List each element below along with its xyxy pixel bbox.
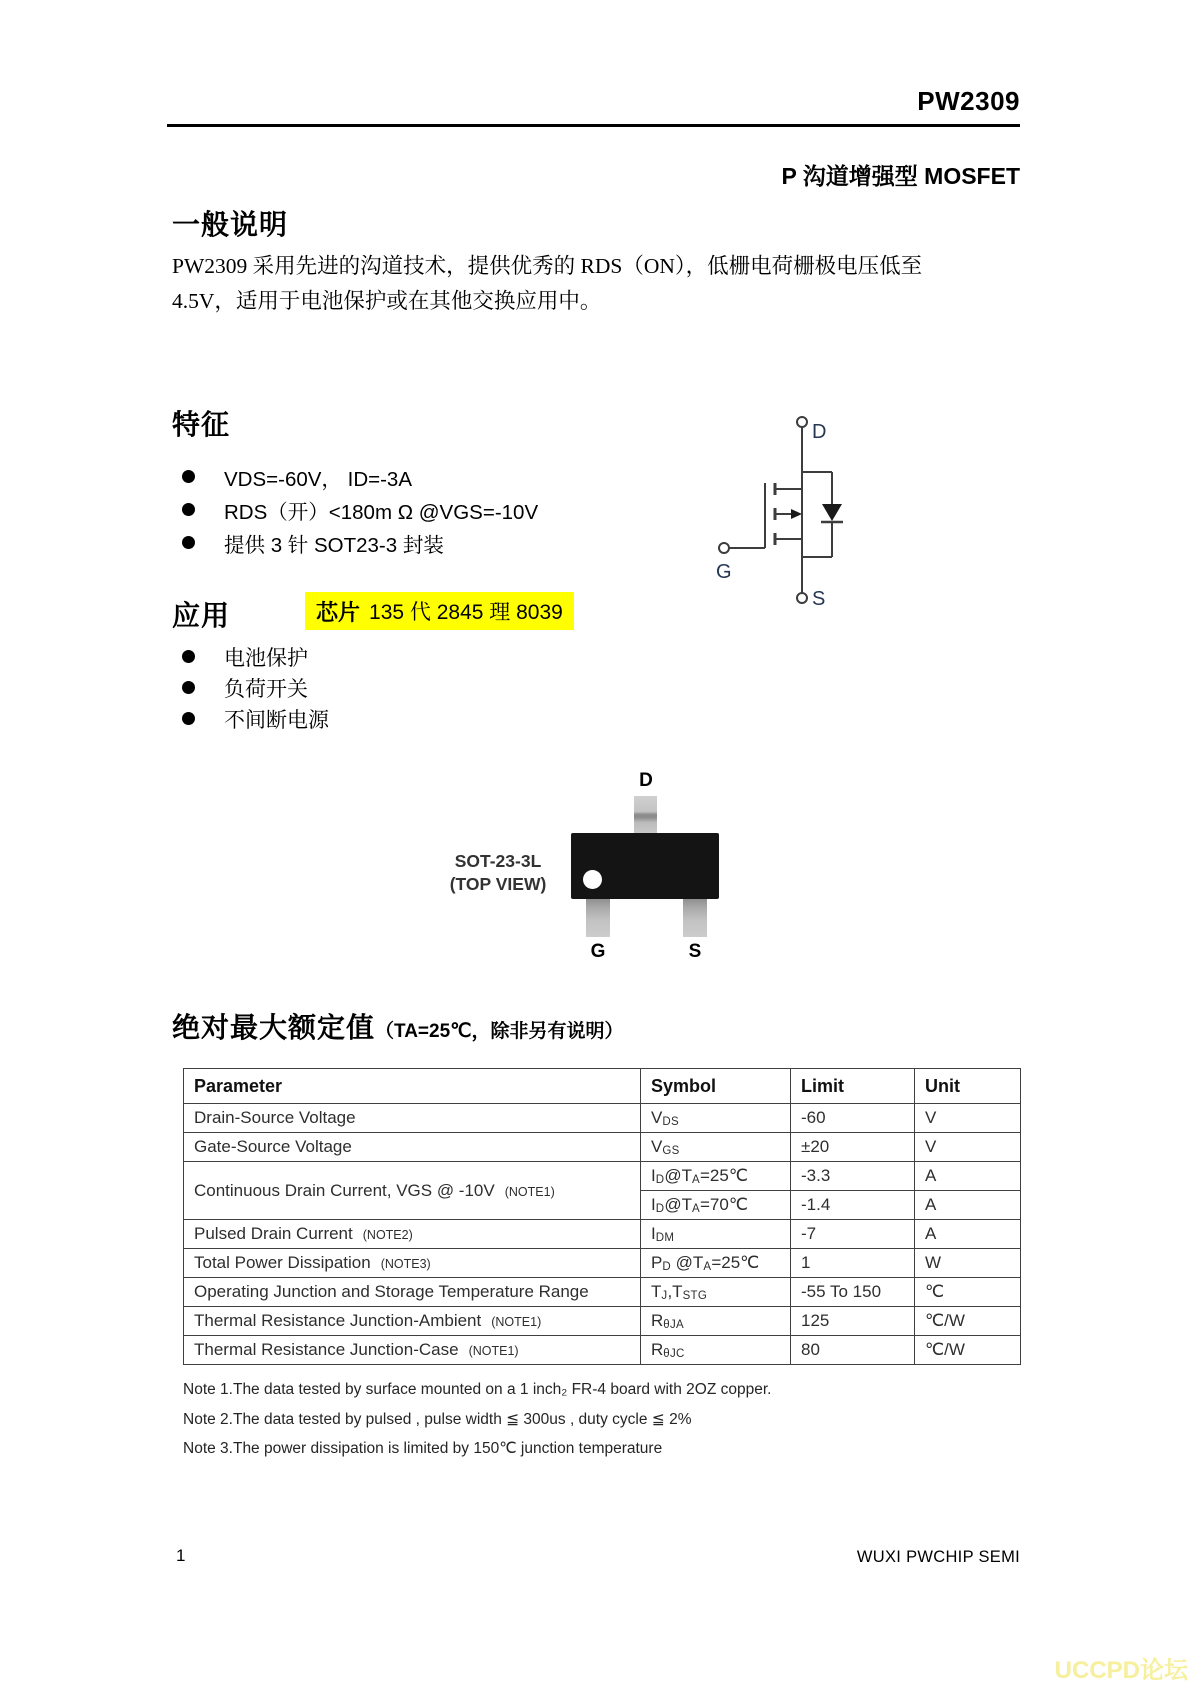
general-description-heading: 一般说明 bbox=[172, 209, 289, 240]
note-line: Note 3.The power dissipation is limited by 150℃ junction temperature bbox=[183, 1440, 663, 1457]
ratings-heading bbox=[172, 1006, 624, 1046]
parameter-text: Gate-Source Voltage bbox=[194, 1137, 352, 1156]
table-row bbox=[184, 1104, 1021, 1133]
unit-cell: ℃/W bbox=[915, 1336, 1021, 1365]
package-figure bbox=[440, 770, 750, 970]
package-pin-d-label: D bbox=[639, 770, 653, 791]
symbol-subscript: A bbox=[692, 1174, 700, 1186]
parameter-cell bbox=[184, 1162, 641, 1220]
note-reference: (NOTE3) bbox=[380, 1257, 431, 1271]
watermark: UCCPD论坛 bbox=[1054, 1657, 1188, 1683]
bullet-item bbox=[172, 526, 538, 559]
bullet-dot-icon bbox=[182, 503, 195, 516]
doc-subtitle: P 沟道增强型 MOSFET bbox=[781, 163, 1020, 189]
column-header: Symbol bbox=[641, 1069, 791, 1104]
applications-list bbox=[172, 641, 329, 734]
symbol-text: =25℃ bbox=[711, 1253, 760, 1272]
ratings-heading-condition: （TA=25℃，除非另有说明） bbox=[375, 1021, 624, 1042]
symbol-cell bbox=[641, 1220, 791, 1249]
features-list bbox=[172, 460, 538, 559]
parameter-text: Drain-Source Voltage bbox=[194, 1108, 356, 1127]
parameter-cell bbox=[184, 1278, 641, 1307]
symbol-text: ,T bbox=[667, 1282, 683, 1301]
general-description-line2: 4.5V，适用于电池保护或在其他交换应用中。 bbox=[172, 289, 602, 313]
footer-company: WUXI PWCHIP SEMI bbox=[856, 1548, 1020, 1566]
body-diode bbox=[822, 504, 842, 521]
parameter-text: Total Power Dissipation bbox=[194, 1253, 371, 1272]
ratings-table bbox=[183, 1068, 1021, 1365]
note-reference: (NOTE1) bbox=[504, 1184, 555, 1199]
symbol-text: V bbox=[651, 1137, 663, 1156]
table-row bbox=[184, 1133, 1021, 1162]
source-terminal-dot bbox=[797, 593, 807, 603]
symbol-subscript: DM bbox=[655, 1232, 675, 1244]
symbol-cell bbox=[641, 1162, 791, 1191]
note-reference: (NOTE1) bbox=[491, 1315, 542, 1329]
bullet-text: 电池保护 bbox=[224, 645, 308, 670]
highlight-code-text: 135 代 2845 理 8039 bbox=[369, 601, 563, 624]
symbol-text: =25℃ bbox=[699, 1166, 748, 1185]
symbol-cell bbox=[641, 1336, 791, 1365]
unit-cell: A bbox=[915, 1191, 1021, 1220]
package-name bbox=[440, 850, 556, 896]
symbol-text: R bbox=[651, 1311, 664, 1330]
package-pin-s-label: S bbox=[688, 941, 702, 962]
note-reference: (NOTE1) bbox=[468, 1344, 519, 1358]
ratings-notes bbox=[183, 1381, 771, 1468]
ratings-header-row bbox=[184, 1069, 1021, 1104]
features-heading: 特征 bbox=[172, 409, 231, 440]
unit-cell: V bbox=[915, 1133, 1021, 1162]
limit-cell: ±20 bbox=[791, 1133, 915, 1162]
general-description-text bbox=[172, 249, 1032, 319]
bullet-dot-icon bbox=[182, 650, 195, 663]
parameter-text: Thermal Resistance Junction-Case bbox=[194, 1340, 459, 1359]
symbol-text: R bbox=[651, 1340, 664, 1359]
gate-label: G bbox=[716, 561, 732, 583]
package-body bbox=[571, 833, 719, 899]
symbol-cell bbox=[641, 1133, 791, 1162]
symbol-text: @T bbox=[664, 1166, 692, 1185]
symbol-subscript: STG bbox=[682, 1290, 708, 1302]
unit-cell: A bbox=[915, 1220, 1021, 1249]
bullet-item bbox=[172, 493, 538, 526]
symbol-cell bbox=[641, 1191, 791, 1220]
unit-cell: W bbox=[915, 1249, 1021, 1278]
unit-cell: A bbox=[915, 1162, 1021, 1191]
unit-cell: ℃/W bbox=[915, 1307, 1021, 1336]
limit-cell: -55 To 150 bbox=[791, 1278, 915, 1307]
package-name-line1: SOT-23-3L bbox=[454, 851, 542, 871]
bullet-dot-icon bbox=[182, 712, 195, 725]
symbol-subscript: θJC bbox=[663, 1348, 685, 1360]
package-pin-g-label: G bbox=[590, 941, 606, 962]
symbol-text: P bbox=[651, 1253, 663, 1272]
note-line: Note 2.The data tested by pulsed , pulse width ≦ 300us , duty cycle ≦ 2% bbox=[183, 1411, 692, 1428]
symbol-cell bbox=[641, 1249, 791, 1278]
column-header: Limit bbox=[791, 1069, 915, 1104]
column-header: Parameter bbox=[184, 1069, 641, 1104]
applications-highlight bbox=[305, 592, 574, 630]
symbol-cell bbox=[641, 1307, 791, 1336]
package-lead-source bbox=[683, 899, 707, 937]
mosfet-symbol bbox=[712, 412, 852, 617]
limit-cell: -3.3 bbox=[791, 1162, 915, 1191]
symbol-subscript: D bbox=[655, 1203, 665, 1215]
symbol-text: @T bbox=[670, 1253, 704, 1272]
drain-terminal-dot bbox=[797, 417, 807, 427]
parameter-cell bbox=[184, 1336, 641, 1365]
parameter-text: Continuous Drain Current, VGS @ -10V bbox=[194, 1180, 495, 1200]
bullet-text: VDS=-60V， ID=-3A bbox=[224, 467, 412, 491]
table-row bbox=[184, 1162, 1021, 1191]
package-name-line2: (TOP VIEW) bbox=[449, 874, 547, 894]
table-row bbox=[184, 1249, 1021, 1278]
limit-cell: 80 bbox=[791, 1336, 915, 1365]
symbol-text: I bbox=[651, 1224, 656, 1243]
table-row bbox=[184, 1307, 1021, 1336]
drain-label: D bbox=[812, 421, 827, 443]
bullet-item bbox=[172, 703, 329, 734]
ratings-table-body bbox=[184, 1104, 1021, 1365]
table-row bbox=[184, 1336, 1021, 1365]
parameter-cell bbox=[184, 1307, 641, 1336]
gate-terminal-dot bbox=[719, 543, 729, 553]
bullet-item bbox=[172, 641, 329, 672]
symbol-subscript: J bbox=[661, 1290, 668, 1302]
symbol-subscript: DS bbox=[662, 1116, 679, 1128]
symbol-text: @T bbox=[664, 1195, 692, 1214]
symbol-text: I bbox=[651, 1166, 656, 1185]
symbol-text: I bbox=[651, 1195, 656, 1214]
limit-cell: 125 bbox=[791, 1307, 915, 1336]
bullet-item bbox=[172, 460, 538, 493]
general-description-line1: PW2309 采用先进的沟道技术，提供优秀的 RDS（ON），低栅电荷栅极电压低至 bbox=[172, 254, 923, 278]
bullet-text: 不间断电源 bbox=[224, 707, 329, 732]
bullet-item bbox=[172, 672, 329, 703]
parameter-cell bbox=[184, 1220, 641, 1249]
bullet-dot-icon bbox=[182, 470, 195, 483]
highlight-chip-label: 芯片 bbox=[316, 599, 361, 625]
note-line: Note 1.The data tested by surface mounted on a 1 inch₂ FR-4 board with 2OZ copper. bbox=[183, 1381, 772, 1398]
ratings-heading-main: 绝对最大额定值 bbox=[172, 1012, 376, 1043]
symbol-subscript: A bbox=[703, 1261, 712, 1273]
bullet-text: 负荷开关 bbox=[224, 676, 308, 701]
symbol-subscript: D bbox=[655, 1174, 665, 1186]
limit-cell: -60 bbox=[791, 1104, 915, 1133]
table-row bbox=[184, 1278, 1021, 1307]
table-row bbox=[184, 1220, 1021, 1249]
symbol-subscript: A bbox=[692, 1203, 700, 1215]
doc-number: PW2309 bbox=[917, 86, 1020, 116]
column-header: Unit bbox=[915, 1069, 1021, 1104]
symbol-subscript: GS bbox=[662, 1145, 680, 1157]
symbol-text: V bbox=[651, 1108, 663, 1127]
header-rule bbox=[167, 124, 1020, 127]
package-pin1-marker bbox=[583, 870, 602, 889]
symbol-text: T bbox=[651, 1282, 662, 1301]
parameter-text: Thermal Resistance Junction-Ambient bbox=[194, 1311, 482, 1330]
note-reference: (NOTE2) bbox=[362, 1228, 413, 1242]
page-number: 1 bbox=[176, 1546, 186, 1565]
symbol-cell bbox=[641, 1278, 791, 1307]
applications-heading: 应用 bbox=[172, 600, 231, 631]
symbol-text: =70℃ bbox=[699, 1195, 748, 1214]
bullet-text: 提供 3 针 SOT23-3 封装 bbox=[224, 533, 444, 557]
symbol-subscript: θJA bbox=[663, 1319, 684, 1331]
package-lead-gate bbox=[586, 899, 610, 937]
bullet-text: RDS（开）<180m Ω @VGS=-10V bbox=[224, 500, 539, 524]
source-label: S bbox=[812, 588, 826, 610]
limit-cell: 1 bbox=[791, 1249, 915, 1278]
parameter-cell bbox=[184, 1249, 641, 1278]
package-lead-drain bbox=[634, 796, 657, 833]
parameter-cell bbox=[184, 1133, 641, 1162]
channel-arrow bbox=[791, 509, 802, 519]
bullet-dot-icon bbox=[182, 536, 195, 549]
unit-cell: ℃ bbox=[915, 1278, 1021, 1307]
symbol-subscript: D bbox=[662, 1261, 671, 1273]
parameter-text: Pulsed Drain Current bbox=[194, 1224, 353, 1243]
limit-cell: -7 bbox=[791, 1220, 915, 1249]
parameter-cell bbox=[184, 1104, 641, 1133]
parameter-text: Operating Junction and Storage Temperature Range bbox=[194, 1282, 589, 1301]
unit-cell: V bbox=[915, 1104, 1021, 1133]
symbol-cell bbox=[641, 1104, 791, 1133]
limit-cell: -1.4 bbox=[791, 1191, 915, 1220]
bullet-dot-icon bbox=[182, 681, 195, 694]
